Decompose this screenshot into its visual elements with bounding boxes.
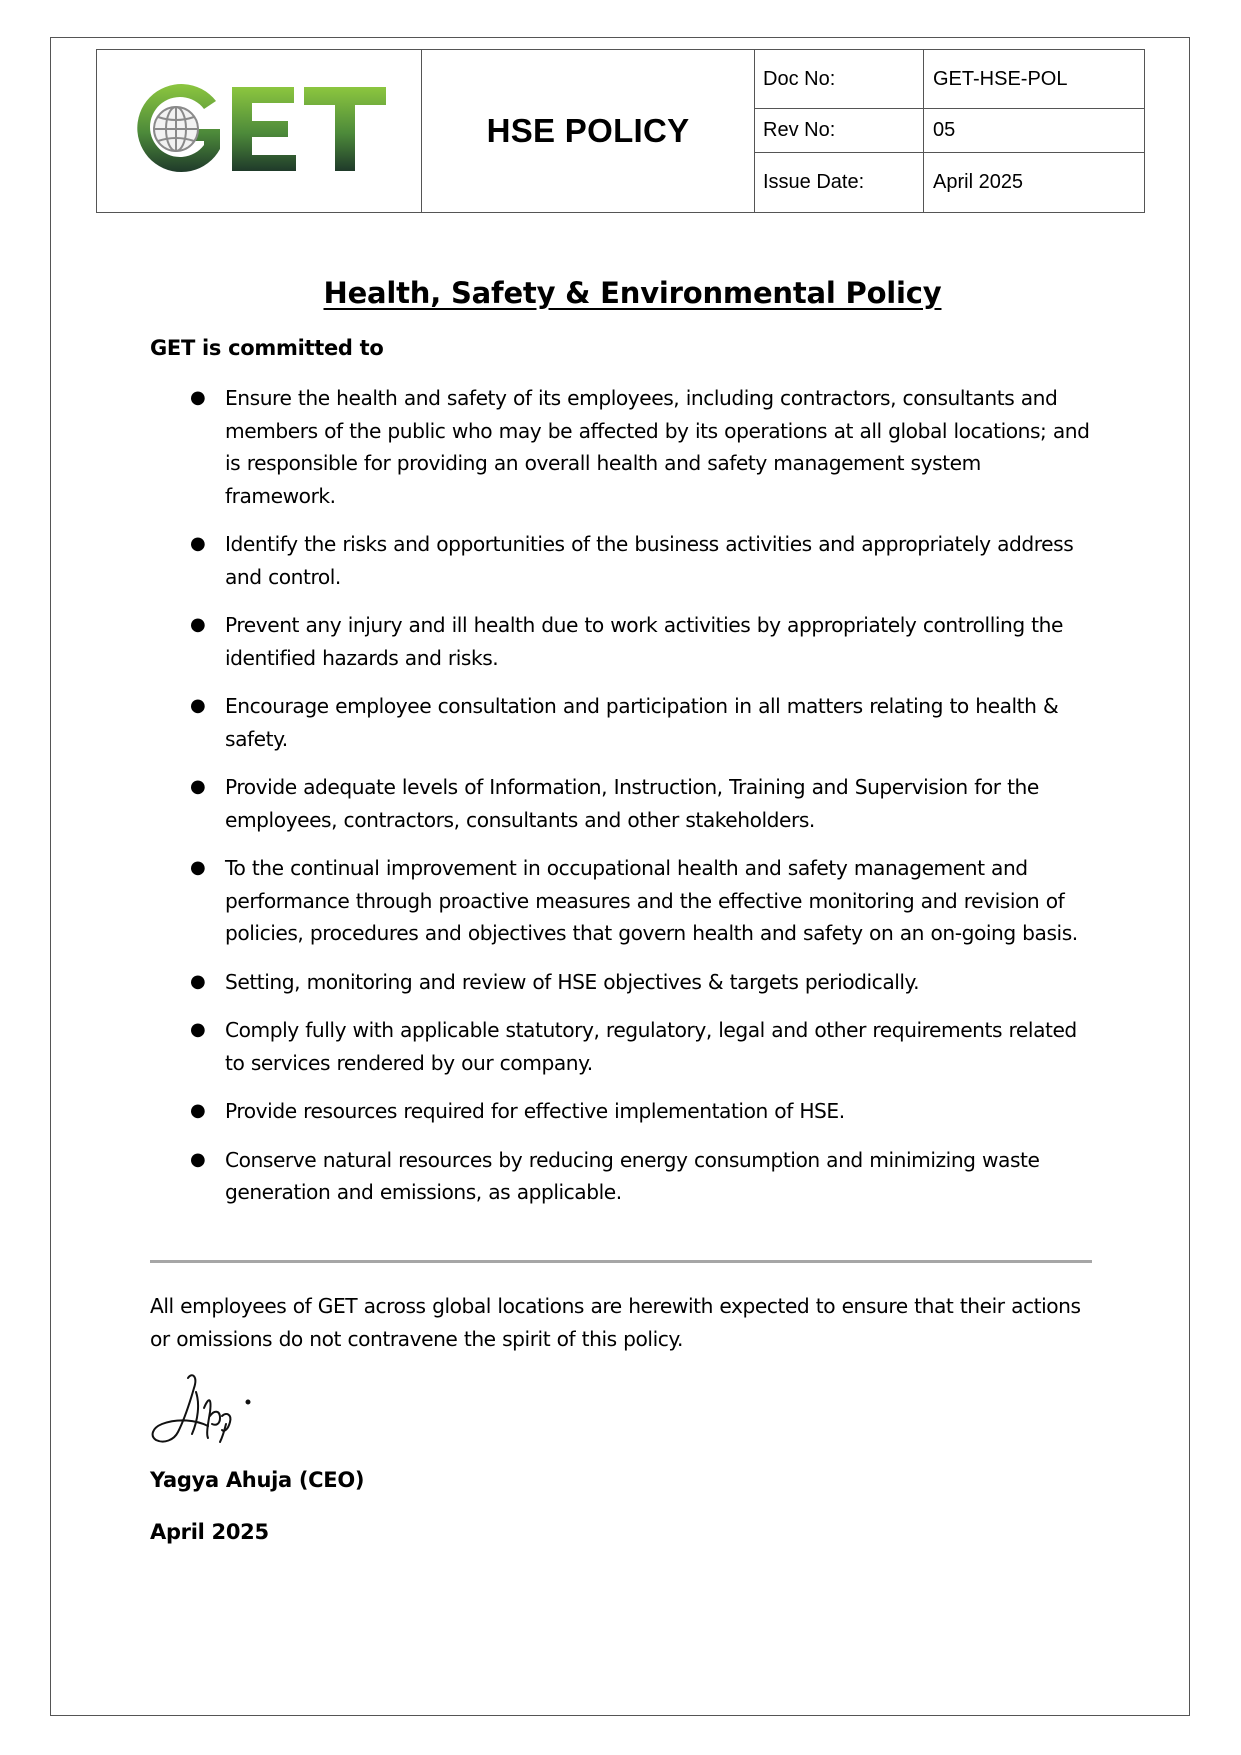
list-item: [150, 528, 1095, 593]
bullet-icon: ●: [190, 533, 206, 554]
company-logo: [124, 79, 394, 179]
globe-icon: [154, 107, 198, 151]
bullet-icon: ●: [190, 776, 206, 797]
list-item: [150, 609, 1095, 674]
list-item: [150, 771, 1095, 836]
bullet-icon: ●: [190, 857, 206, 878]
list-item-text: Prevent any injury and ill health due to work activities by appropriately controlling the identified hazards and risks.: [225, 613, 1063, 670]
list-item-text: Encourage employee consultation and participation in all matters relating to health & safety.: [225, 694, 1059, 751]
rev-no-label: Rev No:: [755, 109, 924, 153]
doc-no-value: GET-HSE-POL: [924, 50, 1145, 109]
list-item-text: Identify the risks and opportunities of the business activities and appropriately address and control.: [225, 532, 1074, 589]
bullet-icon: ●: [190, 970, 206, 992]
bullet-icon: ●: [190, 614, 206, 635]
issue-date-value: April 2025: [924, 153, 1145, 213]
section-divider: [150, 1260, 1092, 1263]
list-item-text: Comply fully with applicable statutory, regulatory, legal and other requirements related to services rendered by our company.: [225, 1018, 1077, 1075]
bullet-icon: ●: [190, 1019, 206, 1040]
policy-intro: GET is committed to: [150, 336, 384, 360]
list-item: [150, 852, 1095, 950]
issue-date-label: Issue Date:: [755, 153, 924, 213]
list-item-text: Conserve natural resources by reducing energy consumption and minimizing waste generation and emissions, as applicable.: [225, 1147, 1040, 1204]
signature-date: April 2025: [150, 1520, 269, 1544]
list-item: [150, 1095, 1095, 1128]
bullet-icon: ●: [190, 1100, 206, 1121]
list-item-text: Provide adequate levels of Information, Instruction, Training and Supervision for the employees, contractors, consultants and other stakeholders.: [225, 775, 1039, 832]
signer-name: Yagya Ahuja (CEO): [150, 1468, 365, 1492]
closing-statement: All employees of GET across global locations are herewith expected to ensure that their actions or omissions do not contravene the spirit of this policy.: [150, 1294, 1081, 1351]
ceo-signature: [148, 1368, 263, 1448]
list-item-text: Setting, monitoring and review of HSE objectives & targets periodically.: [225, 969, 920, 994]
list-item-text: Provide resources required for effective implementation of HSE.: [225, 1099, 845, 1123]
list-item: [150, 382, 1095, 512]
doc-no-label: Doc No:: [755, 50, 924, 109]
policy-content: [150, 270, 1095, 1225]
commitments-list: [150, 382, 1095, 1209]
list-item: [150, 690, 1095, 755]
list-item: [150, 1014, 1095, 1079]
rev-no-value: 05: [924, 109, 1145, 153]
list-item-text: Ensure the health and safety of its employees, including contractors, consultants and members of the public who may be affected by its operations at all global locations; and is responsible for providing an overall health and safety management system framework.: [225, 386, 1090, 508]
bullet-icon: ●: [190, 387, 206, 408]
list-item: [150, 1144, 1095, 1209]
document-header-table: [96, 49, 1145, 213]
list-item-text: To the continual improvement in occupational health and safety management and performance through proactive measures and the effective monitoring and revision of policies, procedures and objectives that govern health and safety on an on-going basis.: [225, 856, 1078, 945]
document-title: HSE POLICY: [422, 50, 755, 213]
list-item: [150, 966, 1095, 999]
bullet-icon: ●: [190, 1148, 206, 1170]
policy-title: Health, Safety & Environmental Policy: [323, 276, 942, 310]
logo-cell: [97, 50, 422, 213]
bullet-icon: ●: [190, 695, 206, 716]
